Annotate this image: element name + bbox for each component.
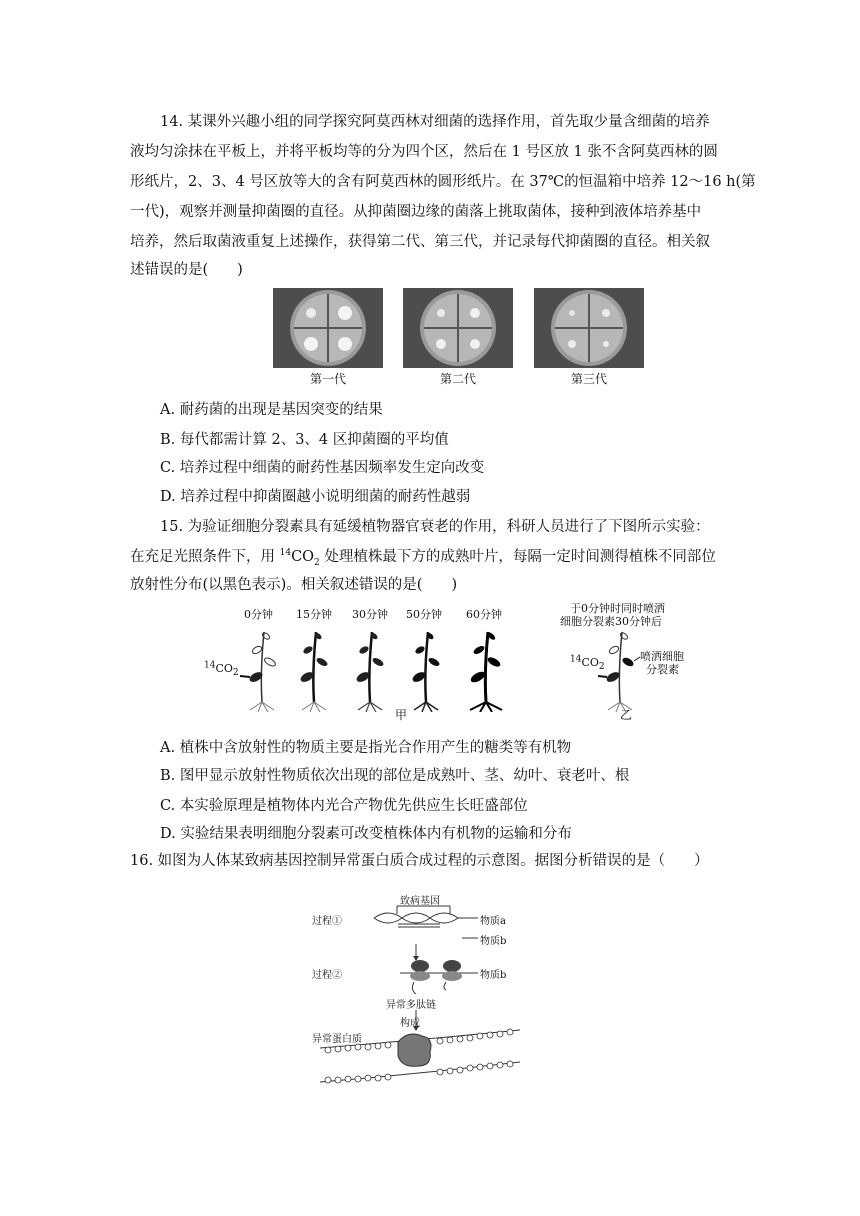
q15-number: 15. <box>160 519 184 535</box>
q15-line2: 在充足光照条件下，用 $^{14}CO_2$ 处理植株最下方的成熟叶片，每隔一定时间测得植株不同部位 <box>130 548 716 568</box>
plant-30min <box>355 632 385 712</box>
q14-option-b: B. 每代都需计算 2、3、4 区抑菌圈的平均值 <box>160 432 449 448</box>
petri-dish-image-1 <box>273 288 383 372</box>
q14-line1: 14. 某课外兴趣小组的同学探究阿莫西林对细菌的选择作用，首先取少量含细菌的培养 <box>160 114 710 130</box>
co2-label-jia: $^{14}CO_2$ <box>204 660 239 679</box>
q14-option-a: A. 耐药菌的出现是基因突变的结果 <box>160 402 383 418</box>
plants-drawing <box>200 622 700 712</box>
label-gene: 致病基因 <box>400 896 440 907</box>
q15-option-a: A. 植株中含放射性的物质主要是指光合作用产生的糖类等有机物 <box>160 740 572 756</box>
q14-line6: 述错误的是( ) <box>130 262 243 278</box>
q14-line2: 液均匀涂抹在平板上，并将平板均等的分为四个区，然后在 1 号区放 1 张不含阿莫西林的圆 <box>130 144 718 160</box>
plant-50min <box>411 632 441 712</box>
caption-generation-3: 第三代 <box>570 372 607 386</box>
q15-line1: 15. 为验证细胞分裂素具有延缓植物器官衰老的作用，科研人员进行了下图所示实验： <box>160 519 710 535</box>
q14-option-c: C. 培养过程中细菌的耐药性基因频率发生定向改变 <box>160 460 485 476</box>
plant-60min <box>469 631 502 712</box>
yi-side-line1: 喷洒细胞 <box>640 650 684 663</box>
petri-dish-image-3 <box>534 288 644 372</box>
petri-dish-image-2 <box>403 288 513 372</box>
time-label-30: 30分钟 <box>352 608 388 621</box>
q16-line: 16. 如图为人体某致病基因控制异常蛋白质合成过程的示意图。据图分析错误的是（ ） <box>130 853 709 869</box>
time-label-15: 15分钟 <box>296 608 332 621</box>
q14-line5: 培养，然后取菌液重复上述操作，获得第二代、第三代，并记录每代抑菌圈的直径。相关叙 <box>130 234 710 250</box>
q14-line4: 一代)，观察并测量抑菌圈的直径。从抑菌圈边缘的菌落上挑取菌体，接种到液体培养基中 <box>130 204 702 220</box>
caption-generation-2: 第二代 <box>439 372 476 386</box>
label-form: 构成 <box>400 1018 420 1029</box>
q15-line3: 放射性分布(以黑色表示)。相关叙述错误的是( ) <box>130 577 458 593</box>
label-substance-b-1: 物质b <box>480 936 507 947</box>
caption-generation-1: 第一代 <box>309 372 346 386</box>
label-process-1: 过程① <box>312 916 342 927</box>
yi-note-line2: 细胞分裂素30分钟后 <box>560 615 662 628</box>
label-abnormal-protein: 异常蛋白质 <box>312 1034 362 1045</box>
q16-number: 16. <box>130 853 154 869</box>
q15-option-c: C. 本实验原理是植物体内光合产物优先供应生长旺盛部位 <box>160 798 528 814</box>
q15-option-b: B. 图甲显示放射性物质依次出现的部位是成熟叶、茎、幼叶、衰老叶、根 <box>160 768 630 784</box>
label-process-2: 过程② <box>312 970 342 981</box>
co2-label-yi: $^{14}CO_2$ <box>570 654 605 673</box>
yi-side-line2: 分裂素 <box>646 663 679 676</box>
label-abnormal-peptide: 异常多肽链 <box>386 1000 436 1011</box>
figure-label-yi: 乙 <box>620 708 633 722</box>
time-label-60: 60分钟 <box>466 608 502 621</box>
plant-15min <box>299 632 329 712</box>
gene-expression-diagram <box>310 890 530 1095</box>
plant-figure <box>200 600 700 725</box>
plant-0min <box>240 632 277 712</box>
yi-note-line1: 于0分钟时同时喷洒 <box>570 602 665 615</box>
time-label-50: 50分钟 <box>406 608 442 621</box>
q15-option-d: D. 实验结果表明细胞分裂素可改变植株体内有机物的运输和分布 <box>160 826 572 842</box>
q14-number: 14. <box>160 114 184 130</box>
label-substance-a: 物质a <box>480 916 506 927</box>
label-substance-b-2: 物质b <box>480 970 507 981</box>
figure-label-jia: 甲 <box>395 708 408 722</box>
q14-line3: 形纸片，2、3、4 号区放等大的含有阿莫西林的圆形纸片。在 37℃的恒温箱中培养 12～16 h(第 <box>130 174 756 190</box>
q14-option-d: D. 培养过程中抑菌圈越小说明细菌的耐药性越弱 <box>160 489 471 505</box>
time-label-0: 0分钟 <box>244 608 273 621</box>
